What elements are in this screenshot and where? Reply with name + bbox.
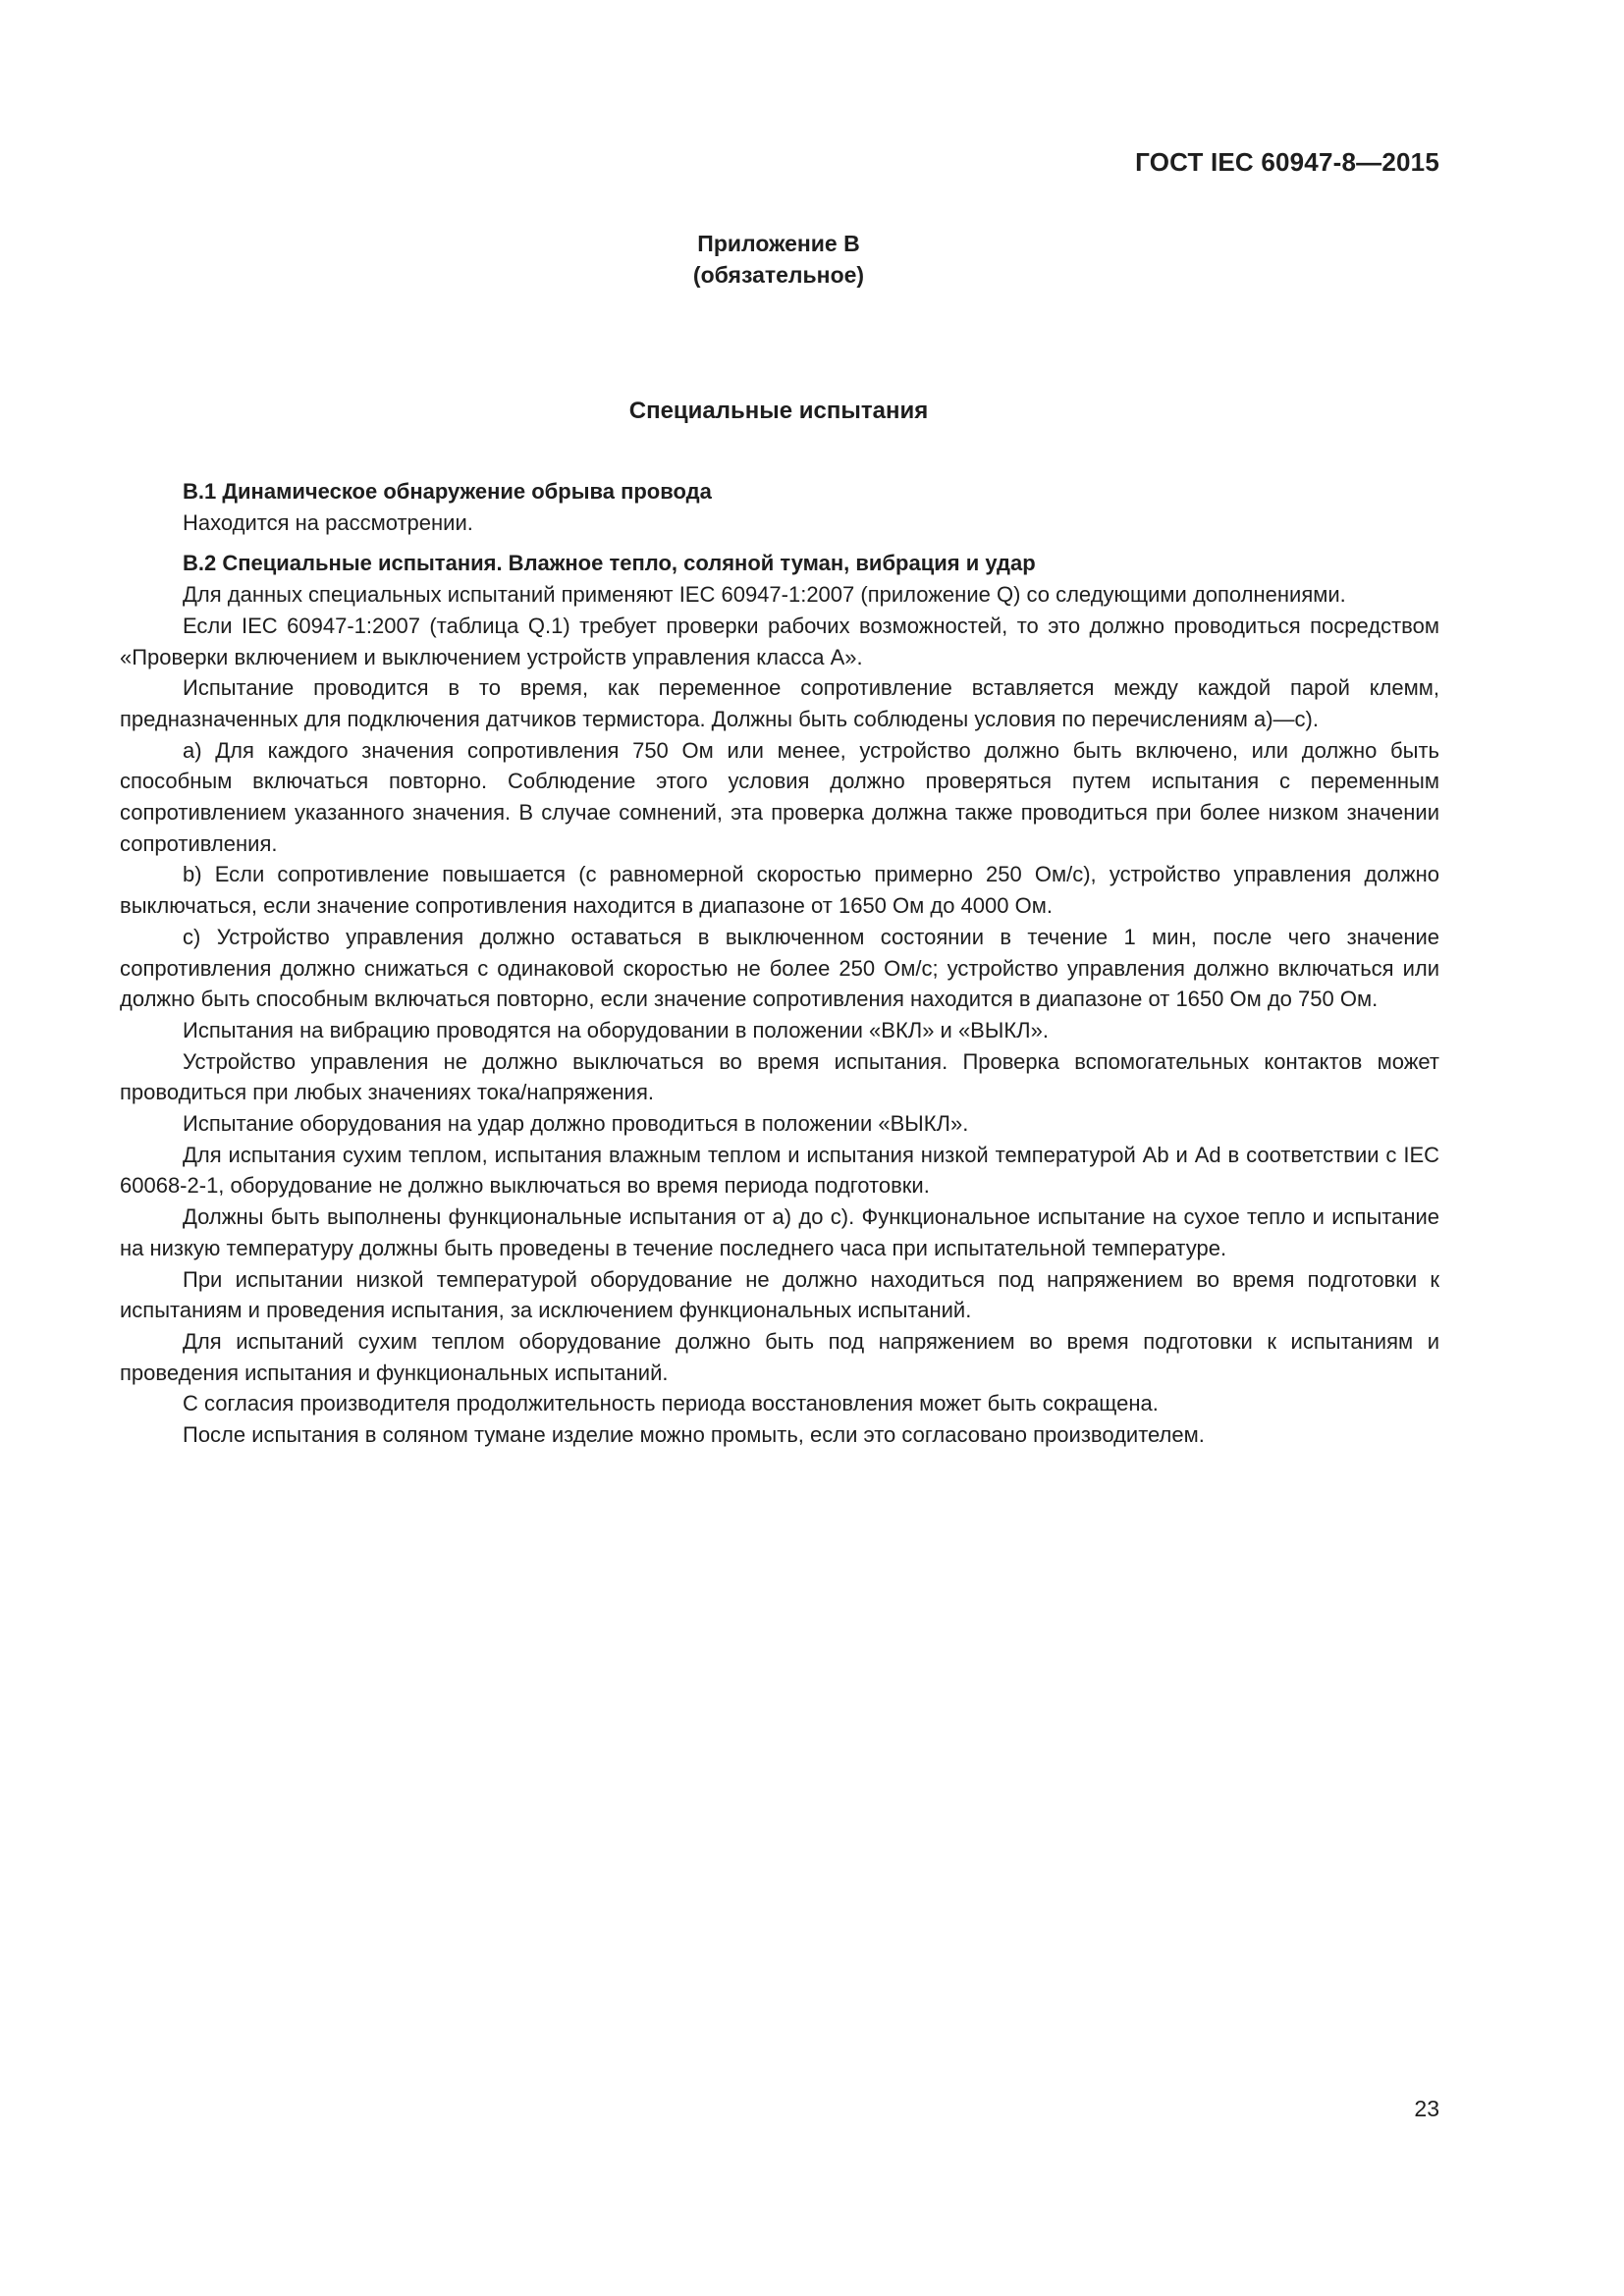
appendix-label: Приложение B [697,231,860,256]
appendix-heading [0,228,1557,291]
paragraph: С согласия производителя продолжительность периода восстановления может быть сокращена. [183,1391,1159,1416]
list-item-b: b) Если сопротивление повышается (с равномерной скоростью примерно 250 Ом/с), устройство управления должно выключаться, если значение сопротивления находится в диапазоне от 1650 Ом до 4000 Ом. [120,862,1439,919]
paragraph: Должны быть выполнены функциональные испытания от a) до c). Функциональное испытание на сухое тепло и испытание на низкую температуру должны быть проведены в течение последнего часа при испытательной температуре. [120,1204,1439,1260]
paragraph: Для данных специальных испытаний применяют IEC 60947-1:2007 (приложение Q) со следующими дополнениями. [183,582,1346,608]
paragraph: Для испытаний сухим теплом оборудование должно быть под напряжением во время подготовки к испытаниям и проведения испытания и функциональных испытаний. [120,1328,1439,1385]
paragraph: Испытания на вибрацию проводятся на оборудовании в положении «ВКЛ» и «ВЫКЛ». [183,1017,1049,1042]
appendix-status: (обязательное) [692,262,865,288]
paragraph: Для испытания сухим теплом, испытания влажным теплом и испытания низкой температурой Ab и Ad в соответствии с IEC 60068-2-1, оборудование не должно выключаться во время периода подготовки. [120,1142,1439,1199]
list-item-c: c) Устройство управления должно оставаться в выключенном состоянии в течение 1 мин, после чего значение сопротивления должно снижаться с одинаковой скоростью не более 250 Ом/с; устройство управления должно включаться или должно быть способным включаться повторно, если значение сопротивления находится в диапазоне от 1650 Ом до 750 Ом. [120,924,1439,1012]
paragraph: Испытание проводится в то время, как переменное сопротивление вставляется между каждой парой клемм, предназначенных для подключения датчиков термистора. Должны быть соблюдены условия по перечислениям a)—c). [120,675,1439,731]
document-body [120,476,1439,1451]
section-heading-b1: B.1 Динамическое обнаружение обрыва провода [183,479,712,504]
page-title: Специальные испытания [628,398,929,424]
paragraph: Испытание оборудования на удар должно проводиться в положении «ВЫКЛ». [183,1111,969,1137]
paragraph: Если IEC 60947-1:2007 (таблица Q.1) требует проверки рабочих возможностей, то это должно проводиться посредством «Проверки включением и выключением устройств управления класса А». [120,613,1439,669]
section-heading-b2: B.2 Специальные испытания. Влажное тепло, соляной туман, вибрация и удар [183,551,1036,576]
page-number: 23 [1414,2096,1439,2121]
list-item-a: a) Для каждого значения сопротивления 750 Ом или менее, устройство должно быть включено, или должно быть способным включаться повторно. Соблюдение этого условия должно проверяться путем испытания с переменным сопротивлением указанного значения. В случае сомнений, эта проверка должна также проводиться при более низком значении сопротивления. [120,737,1439,856]
paragraph: Устройство управления не должно выключаться во время испытания. Проверка вспомогательных контактов может проводиться при любых значениях тока/напряжения. [120,1048,1439,1105]
paragraph: После испытания в соляном тумане изделие можно промыть, если это согласовано производителем. [183,1422,1205,1448]
paragraph: Находится на рассмотрении. [183,509,473,535]
paragraph: При испытании низкой температурой оборудование не должно находиться под напряжением во время подготовки к испытаниям и проведения испытания, за исключением функциональных испытаний. [120,1266,1439,1323]
standard-code: ГОСТ IEC 60947-8—2015 [1135,147,1439,177]
